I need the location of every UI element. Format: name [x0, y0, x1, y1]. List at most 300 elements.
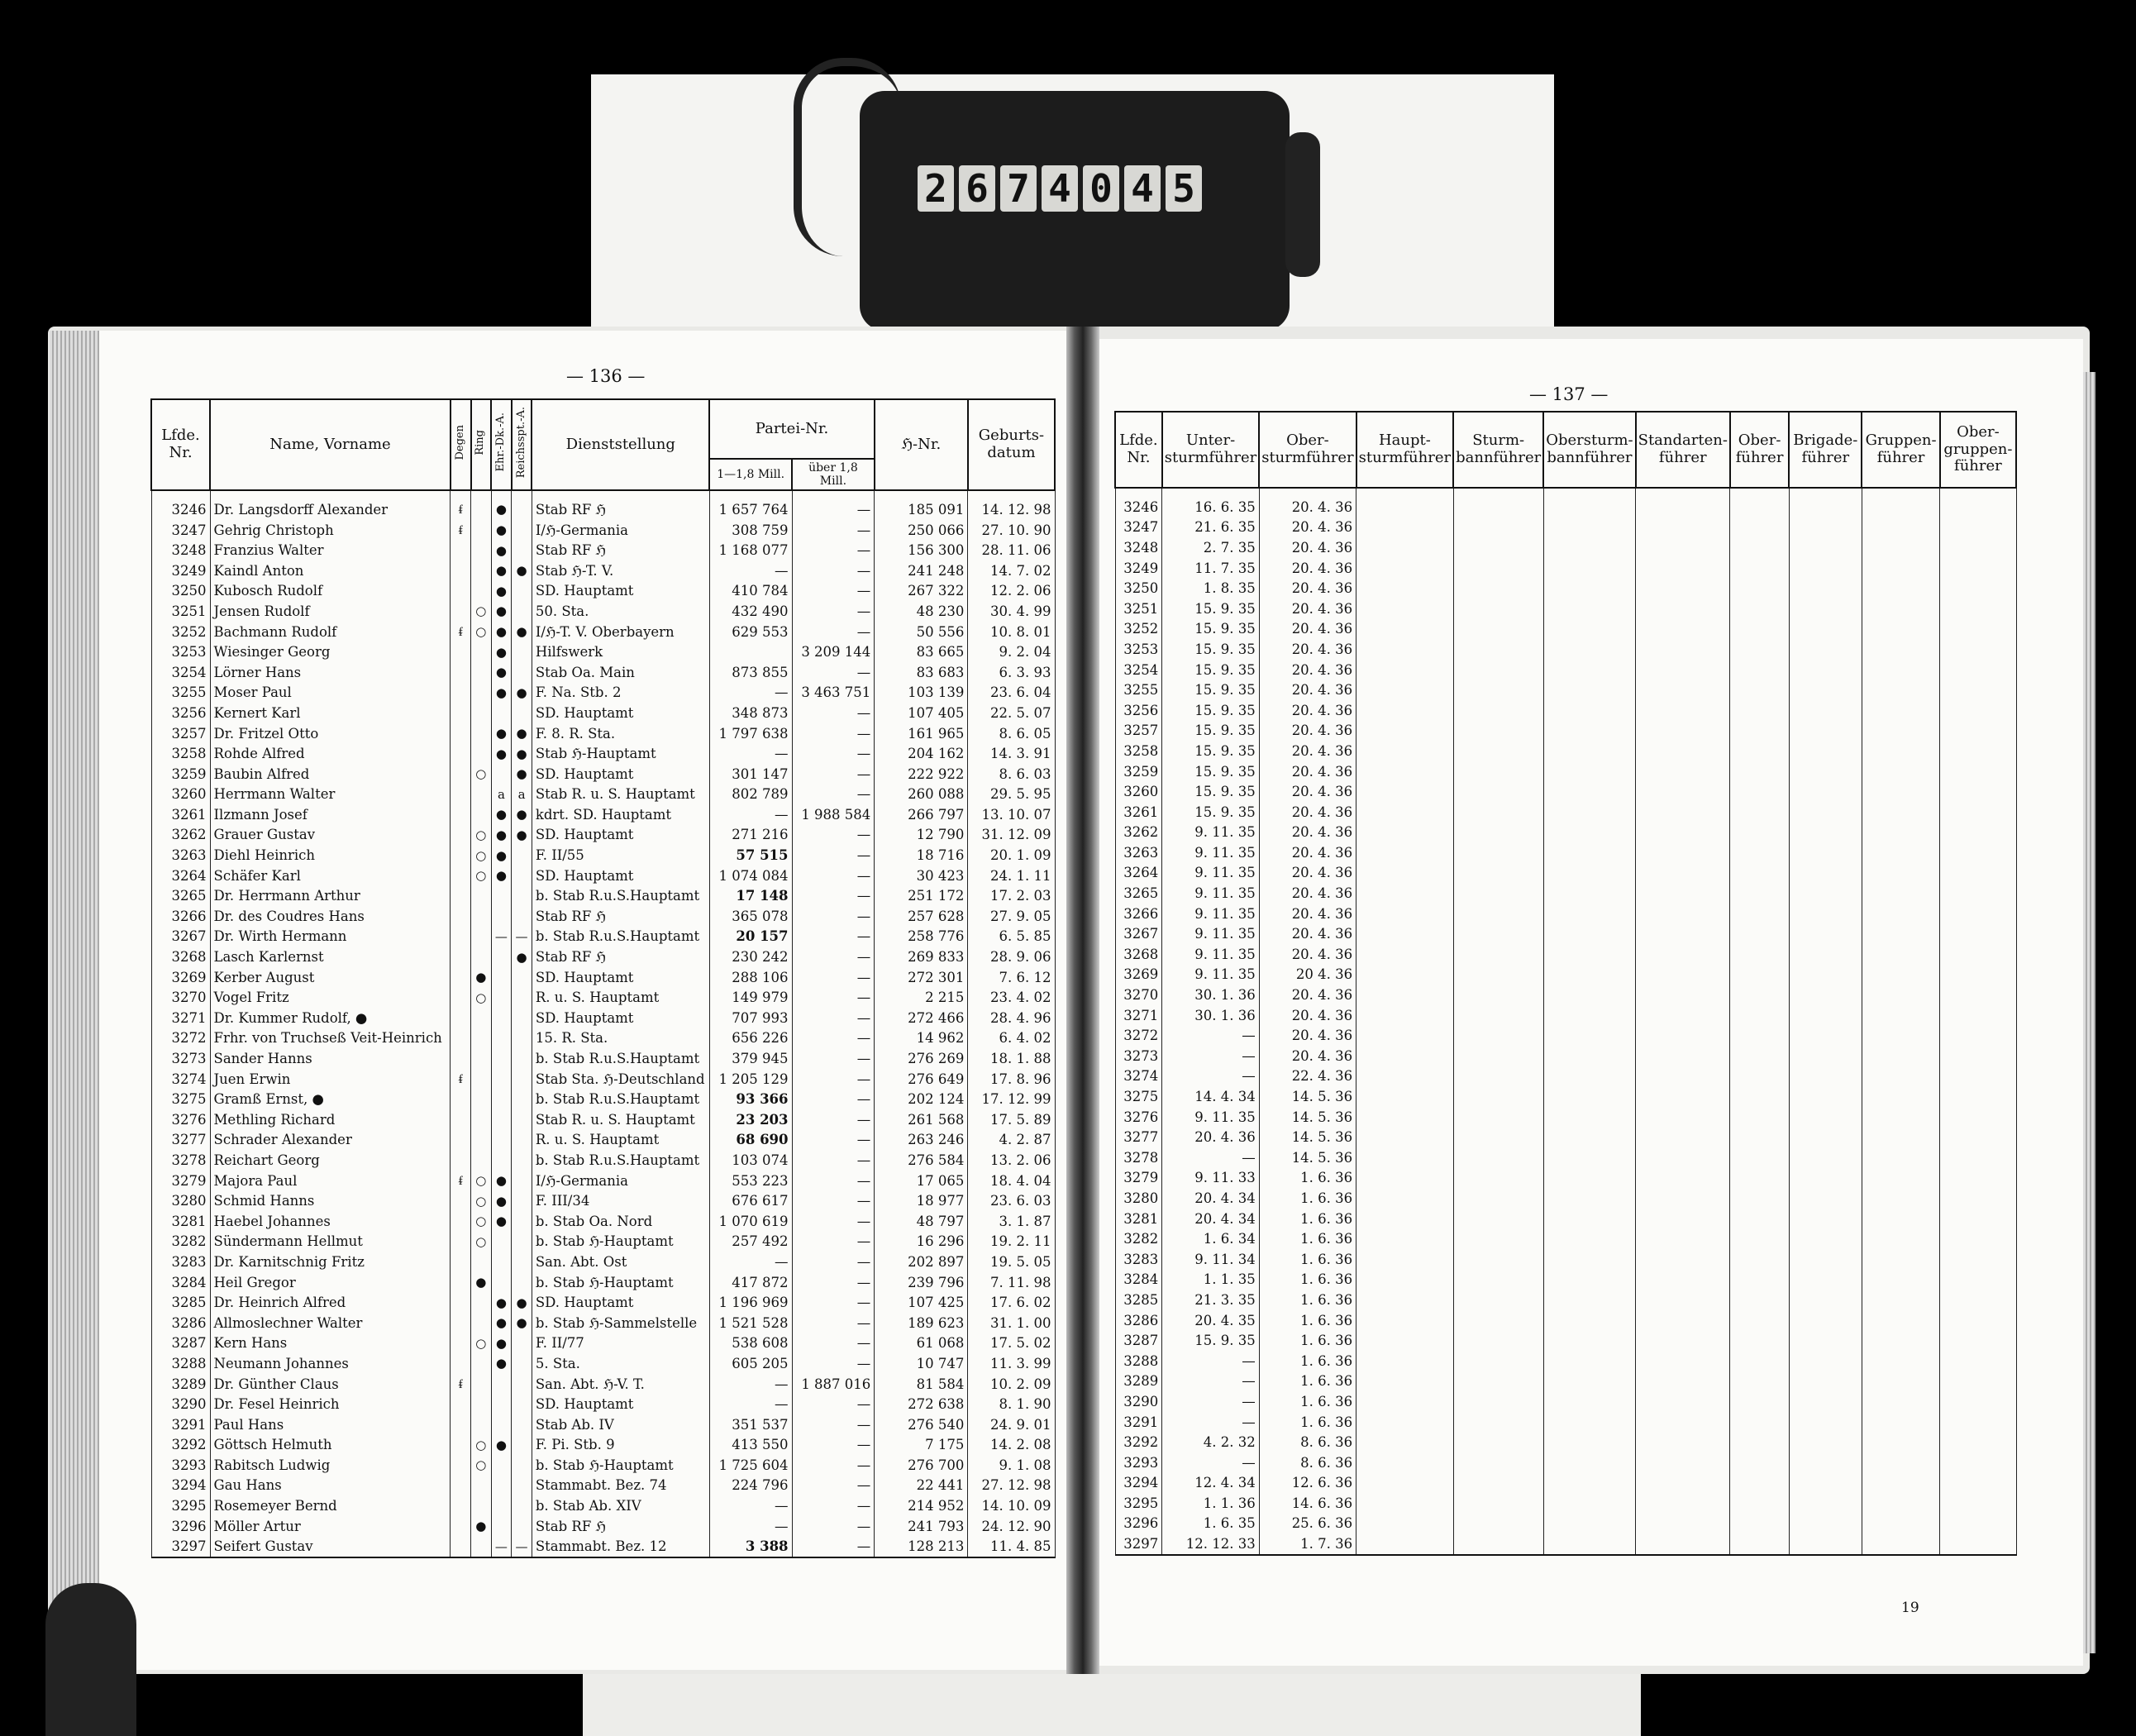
- cell-ss-nr: 272 301: [875, 967, 968, 988]
- cell-empty-rank: [1543, 1493, 1635, 1514]
- cell-geburtsdatum: 11. 4. 85: [968, 1536, 1055, 1557]
- cell-dienststellung: SD. Hauptamt: [532, 1394, 709, 1414]
- cell-degen-mark: [451, 906, 471, 927]
- cell-name: Dr. Wirth Hermann: [210, 927, 451, 947]
- cell-geburtsdatum: 6. 4. 02: [968, 1028, 1055, 1049]
- cell-ehrenzeichen-mark: ●: [491, 1313, 512, 1333]
- table-row: [151, 581, 1055, 602]
- cell-untersturmfuehrer-date: 12. 4. 34: [1162, 1473, 1259, 1494]
- cell-reichssport-mark: ●: [512, 764, 532, 785]
- table-row: [1115, 721, 2016, 742]
- cell-lfd-nr: 3271: [151, 1008, 210, 1028]
- cell-degen-mark: [451, 804, 471, 825]
- table-row: [1115, 1452, 2016, 1473]
- cell-empty-rank: [1356, 1249, 1453, 1270]
- cell-partei-nr-b: —: [792, 1292, 875, 1313]
- cell-dienststellung: SD. Hauptamt: [532, 581, 709, 602]
- cell-empty-rank: [1543, 1432, 1635, 1452]
- cell-empty-rank: [1453, 1188, 1543, 1209]
- cell-empty-rank: [1862, 802, 1939, 823]
- cell-partei-nr-b: —: [792, 490, 875, 520]
- cell-obersturmfuehrer-date: 1. 6. 36: [1259, 1371, 1356, 1392]
- cell-partei-nr-a: 1 196 969: [709, 1292, 792, 1313]
- cell-degen-mark: [451, 1008, 471, 1028]
- table-row: [1115, 700, 2016, 721]
- cell-empty-rank: [1789, 1330, 1862, 1351]
- cell-empty-rank: [1543, 619, 1635, 640]
- cell-empty-rank: [1453, 965, 1543, 985]
- header-name: Name, Vorname: [210, 399, 451, 490]
- cell-obersturmfuehrer-date: 20. 4. 36: [1259, 1046, 1356, 1066]
- table-row: [1115, 1290, 2016, 1310]
- cell-empty-rank: [1789, 1452, 1862, 1473]
- cell-ss-nr: 269 833: [875, 947, 968, 967]
- cell-partei-nr-a: 413 550: [709, 1435, 792, 1456]
- cell-empty-rank: [1636, 1432, 1730, 1452]
- cell-empty-rank: [1940, 904, 2016, 924]
- cell-empty-rank: [1356, 517, 1453, 538]
- cell-partei-nr-a: 1 168 077: [709, 540, 792, 560]
- cell-untersturmfuehrer-date: 20. 4. 36: [1162, 1127, 1259, 1147]
- cell-empty-rank: [1789, 1432, 1862, 1452]
- cell-empty-rank: [1862, 1330, 1939, 1351]
- cell-lfd-nr: 3274: [1115, 1066, 1162, 1087]
- cell-lfd-nr: 3297: [1115, 1533, 1162, 1555]
- cell-empty-rank: [1940, 1209, 2016, 1229]
- cell-partei-nr-a: 93 366: [709, 1089, 792, 1109]
- cell-lfd-nr: 3286: [151, 1313, 210, 1333]
- cell-obersturmfuehrer-date: 20. 4. 36: [1259, 599, 1356, 619]
- cell-lfd-nr: 3255: [1115, 680, 1162, 700]
- cell-lfd-nr: 3289: [1115, 1371, 1162, 1392]
- table-row: [1115, 1270, 2016, 1290]
- cell-empty-rank: [1453, 1270, 1543, 1290]
- cell-empty-rank: [1636, 842, 1730, 863]
- header-obersturmbannfuehrer: Obersturm-bannführer: [1543, 412, 1635, 488]
- cell-dienststellung: Stab Sta. ℌ-Deutschland: [532, 1069, 709, 1090]
- cell-empty-rank: [1543, 1209, 1635, 1229]
- cell-empty-rank: [1636, 1371, 1730, 1392]
- table-row: [151, 1313, 1055, 1333]
- cell-degen-mark: ᵮ: [451, 520, 471, 541]
- table-row: [151, 1536, 1055, 1557]
- cell-lfd-nr: 3270: [151, 987, 210, 1008]
- cell-obersturmfuehrer-date: 20. 4. 36: [1259, 904, 1356, 924]
- cell-dienststellung: 50. Sta.: [532, 601, 709, 622]
- cell-empty-rank: [1730, 1371, 1789, 1392]
- cell-dienststellung: I/ℌ-Germania: [532, 520, 709, 541]
- cell-name: Grauer Gustav: [210, 825, 451, 846]
- cell-empty-rank: [1636, 1412, 1730, 1433]
- cell-empty-rank: [1453, 619, 1543, 640]
- cell-geburtsdatum: 19. 5. 05: [968, 1252, 1055, 1272]
- table-row: [1115, 1330, 2016, 1351]
- table-row: [151, 1272, 1055, 1293]
- cell-geburtsdatum: 8. 1. 90: [968, 1394, 1055, 1414]
- cell-dienststellung: b. Stab R.u.S.Hauptamt: [532, 1150, 709, 1171]
- table-row: [151, 927, 1055, 947]
- cell-untersturmfuehrer-date: —: [1162, 1371, 1259, 1392]
- cell-empty-rank: [1940, 700, 2016, 721]
- cell-geburtsdatum: 6. 3. 93: [968, 662, 1055, 683]
- cell-partei-nr-b: —: [792, 520, 875, 541]
- cell-reichssport-mark: [512, 1048, 532, 1069]
- cell-empty-rank: [1862, 1127, 1939, 1147]
- cell-empty-rank: [1453, 1493, 1543, 1514]
- cell-empty-rank: [1862, 680, 1939, 700]
- cell-ehrenzeichen-mark: ●: [491, 743, 512, 764]
- cell-empty-rank: [1789, 537, 1862, 558]
- cell-name: Kernert Karl: [210, 703, 451, 723]
- cell-geburtsdatum: 9. 1. 08: [968, 1455, 1055, 1476]
- cell-partei-nr-b: 3 463 751: [792, 683, 875, 703]
- cell-obersturmfuehrer-date: 20 4. 36: [1259, 965, 1356, 985]
- table-row: [1115, 944, 2016, 965]
- table-row: [151, 1516, 1055, 1537]
- table-row: [151, 804, 1055, 825]
- cell-empty-rank: [1862, 639, 1939, 660]
- cell-lfd-nr: 3281: [151, 1211, 210, 1232]
- cell-lfd-nr: 3287: [151, 1333, 210, 1354]
- cell-reichssport-mark: [512, 1109, 532, 1130]
- cell-untersturmfuehrer-date: 11. 7. 35: [1162, 558, 1259, 579]
- table-row: [1115, 1228, 2016, 1249]
- cell-empty-rank: [1636, 1473, 1730, 1494]
- cell-partei-nr-a: [709, 641, 792, 662]
- table-row: [151, 1232, 1055, 1252]
- cell-lfd-nr: 3297: [151, 1536, 210, 1557]
- cell-partei-nr-b: —: [792, 1536, 875, 1557]
- cell-empty-rank: [1636, 660, 1730, 680]
- cell-partei-nr-b: —: [792, 1455, 875, 1476]
- page-number-left: — 136 —: [566, 366, 646, 386]
- cell-partei-nr-b: —: [792, 1190, 875, 1211]
- table-row: [1115, 1046, 2016, 1066]
- header-ehrenzeichen: Ehr.-Dk.-A.: [491, 399, 512, 490]
- cell-name: Juen Erwin: [210, 1069, 451, 1090]
- cell-degen-mark: [451, 1495, 471, 1516]
- cell-ring-mark: ●: [471, 1516, 492, 1537]
- table-row: [1115, 823, 2016, 843]
- cell-untersturmfuehrer-date: —: [1162, 1452, 1259, 1473]
- cell-empty-rank: [1862, 1270, 1939, 1290]
- cell-empty-rank: [1453, 1351, 1543, 1371]
- cell-geburtsdatum: 18. 1. 88: [968, 1048, 1055, 1069]
- cell-name: Majora Paul: [210, 1171, 451, 1191]
- cell-empty-rank: [1862, 904, 1939, 924]
- cell-obersturmfuehrer-date: 20. 4. 36: [1259, 781, 1356, 802]
- cell-empty-rank: [1453, 639, 1543, 660]
- cell-geburtsdatum: 17. 12. 99: [968, 1089, 1055, 1109]
- cell-empty-rank: [1862, 965, 1939, 985]
- cell-partei-nr-b: —: [792, 967, 875, 988]
- cell-empty-rank: [1356, 619, 1453, 640]
- cell-degen-mark: [451, 703, 471, 723]
- cell-ring-mark: [471, 1495, 492, 1516]
- cell-empty-rank: [1789, 802, 1862, 823]
- table-row: [151, 490, 1055, 520]
- cell-ss-nr: 81 584: [875, 1374, 968, 1395]
- cell-dienststellung: 5. Sta.: [532, 1353, 709, 1374]
- table-row: [1115, 488, 2016, 517]
- cell-empty-rank: [1730, 1188, 1789, 1209]
- cell-name: Gehrig Christoph: [210, 520, 451, 541]
- cell-partei-nr-b: —: [792, 1495, 875, 1516]
- cell-empty-rank: [1453, 1432, 1543, 1452]
- cell-empty-rank: [1636, 1290, 1730, 1310]
- cell-untersturmfuehrer-date: 9. 11. 35: [1162, 842, 1259, 863]
- cell-obersturmfuehrer-date: 14. 5. 36: [1259, 1086, 1356, 1107]
- cell-lfd-nr: 3290: [151, 1394, 210, 1414]
- cell-empty-rank: [1543, 741, 1635, 761]
- table-row: [151, 1252, 1055, 1272]
- cell-name: Schäfer Karl: [210, 866, 451, 886]
- cell-untersturmfuehrer-date: 1. 1. 36: [1162, 1493, 1259, 1514]
- cell-ss-nr: 272 466: [875, 1008, 968, 1028]
- cell-empty-rank: [1789, 721, 1862, 742]
- cell-empty-rank: [1789, 1188, 1862, 1209]
- cell-reichssport-mark: ●: [512, 743, 532, 764]
- cell-partei-nr-b: —: [792, 622, 875, 642]
- cell-empty-rank: [1636, 1107, 1730, 1128]
- cell-geburtsdatum: 28. 9. 06: [968, 947, 1055, 967]
- cell-empty-rank: [1730, 1310, 1789, 1331]
- cell-reichssport-mark: [512, 520, 532, 541]
- cell-empty-rank: [1862, 619, 1939, 640]
- cell-untersturmfuehrer-date: 1. 6. 35: [1162, 1514, 1259, 1534]
- cell-untersturmfuehrer-date: 9. 11. 33: [1162, 1168, 1259, 1189]
- cell-untersturmfuehrer-date: —: [1162, 1351, 1259, 1371]
- cell-degen-mark: [451, 1516, 471, 1537]
- cell-partei-nr-a: 348 873: [709, 703, 792, 723]
- cell-partei-nr-b: —: [792, 764, 875, 785]
- cell-ring-mark: [471, 1414, 492, 1435]
- cell-partei-nr-b: —: [792, 785, 875, 805]
- cell-empty-rank: [1453, 1533, 1543, 1555]
- table-row: [151, 1150, 1055, 1171]
- cell-ss-nr: 48 230: [875, 601, 968, 622]
- counter-digit: 5: [1166, 165, 1202, 212]
- counter-digit: 4: [1042, 165, 1078, 212]
- cell-ehrenzeichen-mark: [491, 1008, 512, 1028]
- cell-empty-rank: [1543, 1086, 1635, 1107]
- cell-empty-rank: [1356, 558, 1453, 579]
- cell-empty-rank: [1789, 488, 1862, 517]
- cell-degen-mark: [451, 1292, 471, 1313]
- cell-ehrenzeichen-mark: [491, 1476, 512, 1496]
- cell-obersturmfuehrer-date: 8. 6. 36: [1259, 1432, 1356, 1452]
- cell-empty-rank: [1730, 823, 1789, 843]
- cell-lfd-nr: 3270: [1115, 985, 1162, 1005]
- page-number-right: — 137 —: [1529, 384, 1609, 404]
- cell-untersturmfuehrer-date: 1. 8. 35: [1162, 578, 1259, 599]
- cell-dienststellung: b. Stab R.u.S.Hauptamt: [532, 885, 709, 906]
- cell-empty-rank: [1730, 842, 1789, 863]
- cell-empty-rank: [1453, 1514, 1543, 1534]
- cell-ring-mark: [471, 683, 492, 703]
- table-row: [1115, 1066, 2016, 1087]
- cell-geburtsdatum: 27. 9. 05: [968, 906, 1055, 927]
- cell-name: Dr. Herrmann Arthur: [210, 885, 451, 906]
- table-row: [1115, 1533, 2016, 1555]
- cell-obersturmfuehrer-date: 20. 4. 36: [1259, 863, 1356, 884]
- cell-partei-nr-a: 3 388: [709, 1536, 792, 1557]
- cell-reichssport-mark: —: [512, 1536, 532, 1557]
- cell-ss-nr: 17 065: [875, 1171, 968, 1191]
- cell-empty-rank: [1356, 680, 1453, 700]
- cell-partei-nr-a: —: [709, 683, 792, 703]
- cell-empty-rank: [1730, 721, 1789, 742]
- cell-empty-rank: [1636, 781, 1730, 802]
- cell-lfd-nr: 3273: [1115, 1046, 1162, 1066]
- cell-partei-nr-a: —: [709, 804, 792, 825]
- table-row: [1115, 1432, 2016, 1452]
- cell-untersturmfuehrer-date: 9. 11. 35: [1162, 883, 1259, 904]
- cell-lfd-nr: 3294: [1115, 1473, 1162, 1494]
- cell-empty-rank: [1940, 488, 2016, 517]
- header-partei-b: über 1,8 Mill.: [792, 459, 875, 490]
- cell-partei-nr-a: 802 789: [709, 785, 792, 805]
- cell-partei-nr-b: —: [792, 825, 875, 846]
- cell-empty-rank: [1356, 1514, 1453, 1534]
- cell-partei-nr-a: 365 078: [709, 906, 792, 927]
- cell-empty-rank: [1862, 1391, 1939, 1412]
- cell-partei-nr-b: —: [792, 662, 875, 683]
- cell-empty-rank: [1940, 1025, 2016, 1046]
- cell-empty-rank: [1453, 904, 1543, 924]
- cell-empty-rank: [1862, 599, 1939, 619]
- cell-degen-mark: ᵮ: [451, 490, 471, 520]
- cell-reichssport-mark: [512, 1211, 532, 1232]
- cell-ring-mark: [471, 1008, 492, 1028]
- cell-empty-rank: [1940, 1290, 2016, 1310]
- cell-partei-nr-b: —: [792, 743, 875, 764]
- cell-obersturmfuehrer-date: 14. 5. 36: [1259, 1127, 1356, 1147]
- cell-ring-mark: [471, 885, 492, 906]
- cell-empty-rank: [1940, 802, 2016, 823]
- cell-empty-rank: [1940, 1351, 2016, 1371]
- cell-untersturmfuehrer-date: 15. 9. 35: [1162, 680, 1259, 700]
- cell-ring-mark: [471, 1130, 492, 1151]
- cell-empty-rank: [1356, 923, 1453, 944]
- cell-dienststellung: San. Abt. Ost: [532, 1252, 709, 1272]
- cell-partei-nr-b: —: [792, 723, 875, 744]
- cell-name: Reichart Georg: [210, 1150, 451, 1171]
- cell-obersturmfuehrer-date: 20. 4. 36: [1259, 823, 1356, 843]
- cell-empty-rank: [1636, 883, 1730, 904]
- cell-lfd-nr: 3279: [151, 1171, 210, 1191]
- cell-ring-mark: [471, 1252, 492, 1272]
- cell-ehrenzeichen-mark: [491, 987, 512, 1008]
- cell-name: Kerber August: [210, 967, 451, 988]
- cell-name: Wiesinger Georg: [210, 641, 451, 662]
- cell-partei-nr-a: 149 979: [709, 987, 792, 1008]
- cell-empty-rank: [1356, 944, 1453, 965]
- cell-obersturmfuehrer-date: 20. 4. 36: [1259, 619, 1356, 640]
- cell-geburtsdatum: 20. 1. 09: [968, 845, 1055, 866]
- cell-empty-rank: [1543, 781, 1635, 802]
- cell-reichssport-mark: [512, 1028, 532, 1049]
- cell-reichssport-mark: ●: [512, 723, 532, 744]
- cell-empty-rank: [1789, 923, 1862, 944]
- cell-dienststellung: b. Stab ℌ-Hauptamt: [532, 1272, 709, 1293]
- cell-untersturmfuehrer-date: 15. 9. 35: [1162, 721, 1259, 742]
- cell-empty-rank: [1789, 1391, 1862, 1412]
- cell-dienststellung: F. Na. Stb. 2: [532, 683, 709, 703]
- cell-lfd-nr: 3274: [151, 1069, 210, 1090]
- cell-partei-nr-a: 23 203: [709, 1109, 792, 1130]
- cell-ehrenzeichen-mark: ●: [491, 1171, 512, 1191]
- table-row: [1115, 578, 2016, 599]
- table-row: [151, 906, 1055, 927]
- cell-degen-mark: ᵮ: [451, 1374, 471, 1395]
- cell-partei-nr-b: —: [792, 1353, 875, 1374]
- cell-obersturmfuehrer-date: 1. 6. 36: [1259, 1249, 1356, 1270]
- cell-empty-rank: [1636, 802, 1730, 823]
- cell-degen-mark: [451, 743, 471, 764]
- cell-lfd-nr: 3264: [1115, 863, 1162, 884]
- cell-obersturmfuehrer-date: 8. 6. 36: [1259, 1452, 1356, 1473]
- cell-partei-nr-b: —: [792, 1394, 875, 1414]
- cell-partei-nr-a: 103 074: [709, 1150, 792, 1171]
- cell-untersturmfuehrer-date: 20. 4. 35: [1162, 1310, 1259, 1331]
- cell-ss-nr: 16 296: [875, 1232, 968, 1252]
- cell-empty-rank: [1453, 863, 1543, 884]
- cell-lfd-nr: 3250: [151, 581, 210, 602]
- cell-dienststellung: SD. Hauptamt: [532, 764, 709, 785]
- cell-partei-nr-a: —: [709, 1495, 792, 1516]
- cell-empty-rank: [1789, 619, 1862, 640]
- cell-partei-nr-a: 656 226: [709, 1028, 792, 1049]
- cell-empty-rank: [1636, 1351, 1730, 1371]
- cell-lfd-nr: 3285: [1115, 1290, 1162, 1310]
- table-row: [1115, 1005, 2016, 1026]
- cell-empty-rank: [1862, 1086, 1939, 1107]
- cell-empty-rank: [1862, 1473, 1939, 1494]
- cell-ring-mark: [471, 1069, 492, 1090]
- cell-lfd-nr: 3283: [1115, 1249, 1162, 1270]
- cell-name: Dr. Fesel Heinrich: [210, 1394, 451, 1414]
- cell-name: Herrmann Walter: [210, 785, 451, 805]
- cell-ehrenzeichen-mark: [491, 1374, 512, 1395]
- cell-empty-rank: [1453, 1127, 1543, 1147]
- cell-partei-nr-b: —: [792, 845, 875, 866]
- cell-geburtsdatum: 4. 2. 87: [968, 1130, 1055, 1151]
- cell-empty-rank: [1789, 660, 1862, 680]
- cell-empty-rank: [1453, 923, 1543, 944]
- cell-geburtsdatum: 3. 1. 87: [968, 1211, 1055, 1232]
- cell-ring-mark: [471, 804, 492, 825]
- cell-empty-rank: [1730, 1533, 1789, 1555]
- cell-empty-rank: [1789, 578, 1862, 599]
- cell-partei-nr-a: 351 537: [709, 1414, 792, 1435]
- cell-empty-rank: [1940, 1270, 2016, 1290]
- table-row: [151, 1414, 1055, 1435]
- cell-degen-mark: [451, 967, 471, 988]
- cell-reichssport-mark: [512, 1069, 532, 1090]
- cell-dienststellung: F. 8. R. Sta.: [532, 723, 709, 744]
- cell-ss-nr: 260 088: [875, 785, 968, 805]
- cell-ehrenzeichen-mark: [491, 1272, 512, 1293]
- cell-partei-nr-b: —: [792, 1435, 875, 1456]
- cell-empty-rank: [1453, 660, 1543, 680]
- cell-name: Allmoslechner Walter: [210, 1313, 451, 1333]
- cell-degen-mark: [451, 662, 471, 683]
- cell-obersturmfuehrer-date: 1. 6. 36: [1259, 1270, 1356, 1290]
- cell-ss-nr: 202 124: [875, 1089, 968, 1109]
- cell-empty-rank: [1730, 1066, 1789, 1087]
- cell-ring-mark: [471, 1476, 492, 1496]
